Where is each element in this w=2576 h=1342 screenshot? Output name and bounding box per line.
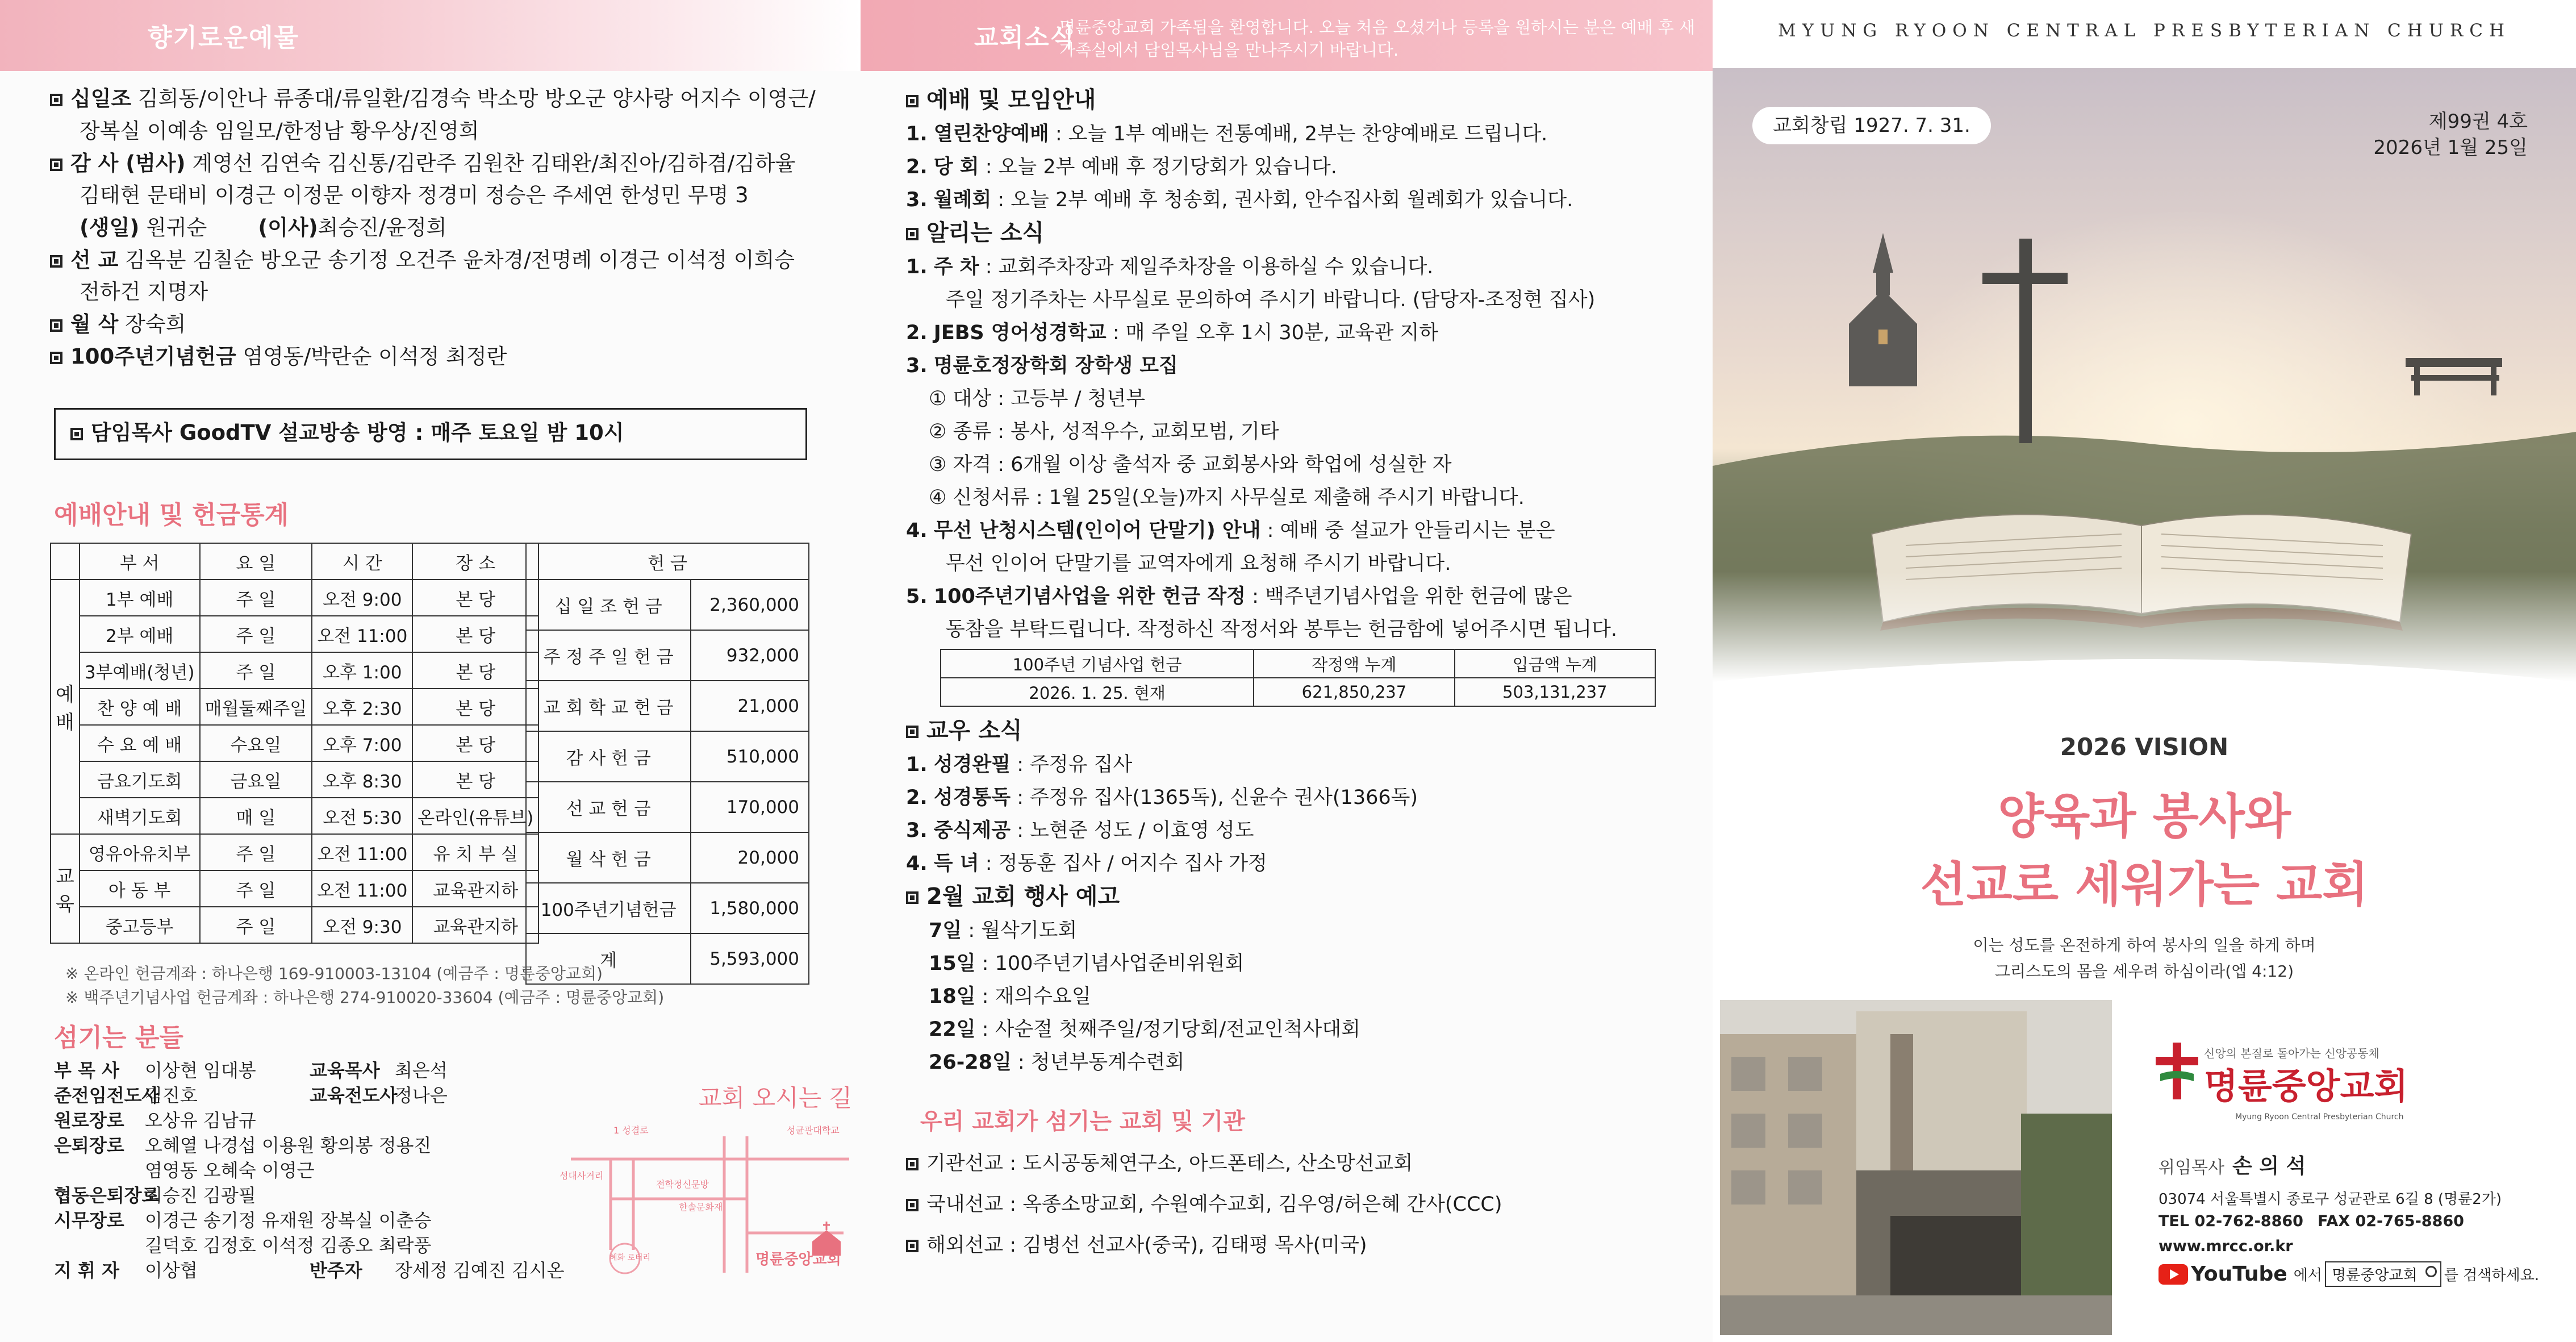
map-label-3: 성대사거리	[560, 1170, 604, 1181]
offering-amount: 5,593,000	[691, 933, 809, 984]
fax-text: FAX 02-765-8860	[2318, 1212, 2464, 1230]
news-item	[906, 252, 1433, 282]
offering-category: 선 교 헌 금	[526, 782, 691, 832]
news-item	[906, 816, 1254, 845]
staff-names: 염영동 오혜숙 이영근	[145, 1160, 315, 1181]
worship-cell: 오후 7:00	[312, 725, 412, 761]
event-text: : 100주년기념사업준비위원회	[982, 952, 1245, 975]
fund-data-row	[941, 678, 1655, 706]
news-item-text: : 매 주일 오후 1시 30분, 교육관 지하	[1112, 322, 1439, 344]
worship-cell: 수 요 예 배	[80, 725, 200, 761]
news-item-text: : 오늘 1부 예배는 전통예배, 2부는 찬양예배로 드립니다.	[1055, 123, 1548, 145]
worship-header-row	[51, 543, 538, 580]
event-text: : 청년부동계수련회	[1017, 1051, 1185, 1074]
offering-names: 김옥분 김칠순 방오군 송기정 오건주 윤차경/전명례 이경근 이석정 이희승	[125, 248, 795, 272]
news-band-title: 교회소식	[974, 23, 1076, 52]
staff-names: 김진호	[145, 1085, 198, 1106]
founded-badge: 교회창립 1927. 7. 31.	[1752, 107, 1991, 144]
offering-total-row	[526, 681, 809, 731]
news-item-number: 5.	[906, 585, 928, 608]
worship-cell: 주 일	[200, 834, 312, 870]
staff-row	[54, 1208, 431, 1233]
bullet-square-icon	[906, 95, 918, 107]
worship-cell: 1부 예배	[80, 580, 200, 616]
event-day: 7일	[929, 919, 962, 942]
staff-role: 원로장로	[54, 1110, 124, 1131]
offering-row	[50, 342, 507, 372]
staff-role: 은퇴장로	[54, 1135, 124, 1156]
worship-row	[51, 834, 538, 870]
staff-names-2: 최은석	[395, 1060, 448, 1081]
news-item-number: 1.	[906, 256, 928, 278]
vision-line-2: 선교로 세워가는 교회	[1920, 857, 2369, 912]
event-text: : 월삭기도회	[968, 919, 1078, 942]
fund-data-cell: 621,850,237	[1254, 678, 1454, 706]
issue-date: 2026년 1월 25일	[2373, 136, 2528, 159]
verse-line-2: 그리스도의 몸을 세우려 하심이라(엡 4:12)	[1994, 962, 2294, 981]
map-label-church: 명륜중앙교회	[755, 1251, 841, 1268]
worship-cell: 본 당	[412, 761, 538, 798]
left-panel	[0, 0, 861, 1342]
church-cross-icon	[823, 1222, 830, 1230]
offering-header-band	[0, 0, 861, 71]
worship-cell: 오전 9:30	[312, 907, 412, 943]
staff-role: 시무장로	[54, 1210, 124, 1231]
event-day: 15일	[929, 952, 976, 975]
event-day: 18일	[929, 985, 976, 1008]
offering-names: 장숙희	[125, 312, 186, 336]
news-item-text: ① 대상 : 고등부 / 청년부	[929, 387, 1146, 410]
offering-names: 김희동/이안나 류종대/류일환/김경숙 박소망 방오군 양사랑 어지수 이영근/	[138, 86, 816, 111]
website-link[interactable]: www.mrcc.or.kr	[2159, 1237, 2293, 1255]
directions-map	[560, 1119, 855, 1284]
staff-role: 지 휘 자	[54, 1260, 120, 1281]
news-item	[906, 849, 1267, 878]
news-item-text: : 교회주차장과 제일주차장을 이용하실 수 있습니다.	[985, 256, 1434, 278]
offering-total-row	[526, 832, 809, 883]
offering-category: 주 정 주 일 헌 금	[526, 630, 691, 681]
staff-row	[54, 1183, 256, 1208]
worship-cell: 오전 11:00	[312, 870, 412, 907]
offering-row	[50, 245, 795, 275]
news-item-number: 3.	[906, 189, 928, 211]
mission-item: 기관선교 : 도시공동체연구소, 아드폰테스, 산소망선교회	[906, 1149, 1413, 1178]
news-item	[906, 750, 1132, 780]
news-item-label: 무선 난청시스템(인이어 단말기) 안내	[933, 519, 1261, 542]
verse-line-1: 이는 성도를 온전하게 하여 봉사의 일을 하게 하며	[1973, 936, 2316, 955]
tel-text: TEL 02-762-8860	[2159, 1212, 2303, 1230]
staff-names-2: 장세정 김예진 김시온	[395, 1260, 565, 1281]
goodtv-box	[54, 408, 807, 460]
youtube-post: 를 검색하세요.	[2444, 1267, 2540, 1284]
worship-cell: 오전 5:30	[312, 798, 412, 834]
fund-data-cell: 2026. 1. 25. 현재	[941, 678, 1254, 706]
offering-amount: 510,000	[691, 731, 809, 782]
offering-category: 월 삭 헌 금	[526, 832, 691, 883]
news-item-number: 4.	[906, 519, 928, 542]
staff-row	[54, 1233, 431, 1258]
news-item-label: 열린찬양예배	[933, 123, 1049, 145]
offering-amount: 2,360,000	[691, 580, 809, 630]
youtube-label: YouTube	[2191, 1262, 2287, 1286]
bullet-square-icon	[906, 1240, 918, 1252]
goodtv-text: 담임목사 GoodTV 설교방송 방영 : 매주 토요일 밤 10시	[91, 420, 624, 445]
offering-row	[80, 213, 447, 243]
mission-item: 해외선교 : 김병선 선교사(중국), 김태평 목사(미국)	[906, 1231, 1367, 1260]
offering-label-2: (이사)	[258, 215, 318, 240]
offering-band-title: 향기로운예물	[148, 23, 300, 52]
fund-table	[940, 649, 1656, 707]
vision-line-1: 양육과 봉사와	[1997, 789, 2291, 844]
offering-names: 장복실 이예송 임일모/한정남 황우상/진영희	[80, 119, 479, 143]
offering-names-2: 최승진/윤정희	[318, 215, 447, 240]
map-label-5: 한솔문화재	[679, 1202, 723, 1212]
worship-cell: 새벽기도회	[80, 798, 200, 834]
worship-row	[51, 580, 538, 616]
fund-header-cell: 작정액 누계	[1254, 649, 1454, 678]
youtube-search-box[interactable]	[2325, 1261, 2441, 1287]
offering-amount: 1,580,000	[691, 883, 809, 933]
bullet-square-icon	[50, 94, 62, 106]
map-label-6: 혜화 로터리	[609, 1253, 651, 1262]
worship-cell: 중고등부	[80, 907, 200, 943]
worship-cell: 주 일	[200, 870, 312, 907]
mission-title: 우리 교회가 섬기는 교회 및 기관	[920, 1108, 1245, 1135]
news-item-text: : 주정유 집사(1365독), 신윤수 권사(1366독)	[1017, 786, 1418, 809]
bullet-square-icon	[906, 1199, 918, 1211]
church-english-name: MYUNG RYOON CENTRAL PRESBYTERIAN CHURCH	[1777, 20, 2511, 41]
worship-row	[51, 798, 538, 834]
worship-row	[51, 907, 538, 943]
map-label-4: 전학정신문방	[656, 1179, 709, 1190]
news-item-label: JEBS 영어성경학교	[933, 322, 1107, 344]
logo-name: 명륜중앙교회	[2204, 1065, 2408, 1107]
staff-names: 길덕호 김정호 이석정 김종오 최락풍	[145, 1235, 432, 1256]
education-group-label: 교 육	[51, 834, 80, 943]
staff-row	[54, 1083, 448, 1108]
staff-row	[54, 1258, 565, 1283]
offering-amount: 170,000	[691, 782, 809, 832]
offering-category: 감 사 헌 금	[526, 731, 691, 782]
news-item	[946, 549, 1451, 578]
mission-item: 국내선교 : 옥종소망교회, 수원예수교회, 김우영/허은혜 간사(CCC)	[906, 1190, 1502, 1219]
event-text: : 재의수요일	[982, 985, 1091, 1008]
offering-category: 십 일 조 헌 금	[526, 580, 691, 630]
worship-cell: 본 당	[412, 580, 538, 616]
youtube-search-term: 명륜중앙교회	[2332, 1267, 2418, 1284]
staff-role-2: 교육목사	[310, 1060, 380, 1081]
worship-row	[51, 761, 538, 798]
bullet-square-icon	[70, 428, 83, 440]
worship-cell: 주 일	[200, 907, 312, 943]
staff-names: 이상현 임대봉	[145, 1060, 256, 1081]
event-item	[929, 982, 1091, 1011]
staff-role-2: 교육전도사	[310, 1085, 398, 1106]
offering-category: 100주년기념헌금	[526, 883, 691, 933]
map-title: 교회 오시는 길	[699, 1084, 853, 1112]
news-item-number: 3.	[906, 819, 928, 842]
staff-role: 부 목 사	[54, 1060, 120, 1081]
news-item	[906, 516, 1555, 545]
staff-row	[54, 1158, 315, 1183]
worship-column-header: 장 소	[412, 543, 538, 580]
offering-names: 원귀순	[146, 215, 207, 240]
worship-cell: 오후 1:00	[312, 652, 412, 689]
worship-cell: 수요일	[200, 725, 312, 761]
fund-header-cell: 100주년 기념사업 헌금	[941, 649, 1254, 678]
worship-column-header: 부 서	[80, 543, 200, 580]
news-item-text: : 오늘 2부 예배 후 청송회, 권사회, 안수집사회 월례회가 있습니다.	[997, 189, 1573, 211]
staff-role: 협동은퇴장로	[54, 1185, 160, 1206]
worship-cell: 금요일	[200, 761, 312, 798]
offering-label: 선 교	[70, 248, 119, 272]
worship-cell: 유 치 부 실	[412, 834, 538, 870]
event-text: : 사순절 첫째주일/정기당회/전교인척사대회	[982, 1018, 1360, 1041]
news-item	[906, 119, 1547, 149]
offering-label: 100주년기념헌금	[70, 344, 236, 369]
news-item-text: : 예배 중 설교가 안들리시는 분은	[1267, 519, 1555, 542]
news-item	[946, 615, 1617, 644]
news-item-label: 성경통독	[933, 786, 1011, 809]
news-item	[929, 450, 1452, 480]
offering-label: 월 삭	[70, 312, 119, 336]
search-icon	[2425, 1266, 2437, 1277]
worship-cell: 찬 양 예 배	[80, 689, 200, 725]
offering-names: 계영선 김연숙 김신통/김란주 김원찬 김태완/최진아/김하겸/김하율	[192, 151, 796, 176]
worship-table	[50, 543, 539, 944]
pastor-label: 위임목사	[2159, 1158, 2224, 1178]
offering-amount: 20,000	[691, 832, 809, 883]
offering-row	[50, 84, 816, 114]
offering-category: 교 회 학 교 헌 금	[526, 681, 691, 731]
youtube-row	[2159, 1261, 2539, 1290]
news-item-label: 중식제공	[933, 819, 1011, 842]
staff-names: 이경근 송기정 유재원 장복실 이춘승	[145, 1210, 432, 1231]
offering-label: 감 사 (범사)	[70, 151, 186, 176]
church-building-photo	[1720, 1000, 2112, 1335]
offering-names: 염영동/박란순 이석정 최정란	[243, 344, 507, 369]
worship-cell: 오전 11:00	[312, 834, 412, 870]
news-item-label: 당 회	[933, 156, 979, 178]
offering-header-row	[526, 543, 809, 580]
news-section-title: 예배 및 모임안내	[906, 85, 1096, 115]
bullet-square-icon	[50, 352, 62, 364]
offering-names: 김태현 문태비 이경근 이정문 이향자 정경미 정승은 주세연 한성민 무명 3	[80, 183, 749, 207]
offering-row	[80, 277, 208, 307]
news-item-label: 득 녀	[933, 852, 979, 875]
news-section-title: 교우 소식	[906, 716, 1022, 745]
bullet-square-icon	[50, 159, 62, 171]
staff-row	[54, 1133, 431, 1158]
offering-label: 십일조	[70, 86, 132, 111]
news-item-label: 월례회	[933, 189, 992, 211]
worship-cell: 3부예배(청년)	[80, 652, 200, 689]
account-note-2: ※ 백주년기념사업 헌금계좌 : 하나은행 274-910020-33604 (예금주 : 명륜중앙교회)	[65, 988, 665, 1007]
news-item-number: 1.	[906, 123, 928, 145]
event-item	[929, 949, 1244, 978]
fund-header-cell: 입금액 누계	[1455, 649, 1655, 678]
bullet-square-icon	[906, 726, 918, 738]
news-item-label: 성경완필	[933, 753, 1011, 776]
offering-total-row	[526, 630, 809, 681]
worship-cell: 본 당	[412, 725, 538, 761]
staff-names: 오상유 김남규	[145, 1110, 256, 1131]
staff-names: 오혜열 나경섭 이용원 황의봉 정용진	[145, 1135, 432, 1156]
worship-cell: 오전 9:00	[312, 580, 412, 616]
church-logo-icon	[2156, 1043, 2198, 1099]
bullet-square-icon	[906, 891, 918, 904]
worship-cell: 금요기도회	[80, 761, 200, 798]
worship-title: 예배안내 및 헌금통계	[54, 501, 289, 530]
news-item-text: ③ 자격 : 6개월 이상 출석자 중 교회봉사와 학업에 성실한 자	[929, 453, 1452, 476]
news-item	[906, 351, 1178, 381]
staff-names: 최승진 김광필	[145, 1185, 256, 1206]
worship-cell: 본 당	[412, 652, 538, 689]
offering-column-header: 헌 금	[526, 543, 809, 580]
offering-row	[80, 116, 479, 146]
worship-cell: 주 일	[200, 652, 312, 689]
bullet-square-icon	[50, 255, 62, 268]
news-item-text: ④ 신청서류 : 1월 25일(오늘)까지 사무실로 제출해 주시기 바랍니다.	[929, 486, 1525, 509]
news-item	[929, 384, 1145, 414]
event-day: 26-28일	[929, 1051, 1012, 1074]
offering-row	[80, 181, 749, 210]
news-item-text: ② 종류 : 봉사, 성적우수, 교회모범, 기타	[929, 420, 1279, 443]
staff-names: 이상협	[145, 1260, 198, 1281]
worship-cell: 본 당	[412, 616, 538, 652]
staff-row	[54, 1058, 448, 1083]
news-item	[929, 483, 1525, 512]
offering-category: 계	[526, 933, 691, 984]
worship-cell: 오후 2:30	[312, 689, 412, 725]
staff-role: 준전임전도사	[54, 1085, 160, 1106]
vision-label: 2026 VISION	[2060, 733, 2229, 761]
cover-illustration	[1713, 68, 2576, 682]
offering-row	[50, 310, 186, 339]
news-item-label: 주 차	[933, 256, 979, 278]
map-label-1: 1 성결로	[613, 1125, 649, 1136]
news-item	[929, 417, 1279, 447]
offering-names: 전하건 지명자	[80, 280, 208, 304]
staff-role-2: 반주자	[310, 1260, 362, 1281]
fund-header-row	[941, 649, 1655, 678]
news-item-number: 4.	[906, 852, 928, 875]
news-item	[906, 152, 1337, 182]
news-item-text: : 노현준 성도 / 이효영 성도	[1017, 819, 1254, 842]
staff-row	[54, 1108, 256, 1133]
bullet-square-icon	[50, 319, 62, 332]
offering-amount: 21,000	[691, 681, 809, 731]
pastor-name: 손 의 석	[2232, 1155, 2306, 1178]
news-item-number: 2.	[906, 156, 928, 178]
worship-group-header	[51, 543, 80, 580]
worship-cell: 매 일	[200, 798, 312, 834]
worship-column-header: 시 간	[312, 543, 412, 580]
event-item	[929, 916, 1077, 945]
offering-total-row	[526, 580, 809, 630]
map-label-2: 성균관대학교	[787, 1125, 840, 1136]
event-day: 22일	[929, 1018, 976, 1041]
news-item-text: : 정동훈 집사 / 어지수 집사 가정	[985, 852, 1267, 875]
news-section-title: 2월 교회 행사 예고	[906, 882, 1120, 911]
news-item-text: 주일 정기주차는 사무실로 문의하여 주시기 바랍니다. (담당자-조정현 집사)	[946, 289, 1596, 311]
news-item	[946, 285, 1595, 315]
cover-image	[1713, 68, 2576, 682]
worship-row	[51, 689, 538, 725]
worship-cell: 교육관지하	[412, 870, 538, 907]
news-item	[906, 582, 1572, 611]
event-item	[929, 1048, 1184, 1077]
offering-label: (생일)	[80, 215, 140, 240]
worship-row	[51, 652, 538, 689]
news-item-number: 1.	[906, 753, 928, 776]
offering-total-row	[526, 731, 809, 782]
bullet-square-icon	[906, 228, 918, 240]
news-item-text: 무선 인이어 단말기를 교역자에게 요청해 주시기 바랍니다.	[946, 552, 1451, 575]
worship-cell: 주 일	[200, 616, 312, 652]
fund-data-cell: 503,131,237	[1455, 678, 1655, 706]
youtube-pre: 에서	[2293, 1267, 2322, 1284]
worship-cell: 본 당	[412, 689, 538, 725]
worship-cell: 아 동 부	[80, 870, 200, 907]
staff-names-2: 정나은	[395, 1085, 448, 1106]
worship-row	[51, 725, 538, 761]
staff-title: 섬기는 분들	[54, 1023, 183, 1052]
news-item-text: : 주정유 집사	[1017, 753, 1133, 776]
offering-total-row	[526, 883, 809, 933]
worship-cell: 2부 예배	[80, 616, 200, 652]
offering-row	[50, 149, 795, 178]
logo-tagline: 신앙의 본질로 돌아가는 신앙공동체	[2204, 1047, 2379, 1060]
worship-cell: 오전 11:00	[312, 616, 412, 652]
news-item-label: 100주년기념사업을 위한 헌금 작정	[933, 585, 1246, 608]
account-note-1: ※ 온라인 헌금계좌 : 하나은행 169-910003-13104 (예금주 : 명륜중앙교회)	[65, 964, 603, 983]
worship-cell: 매월둘째주일	[200, 689, 312, 725]
worship-row	[51, 616, 538, 652]
offering-amount: 932,000	[691, 630, 809, 681]
news-item-number: 2.	[906, 786, 928, 809]
news-item	[906, 783, 1418, 812]
worship-cell: 영유아유치부	[80, 834, 200, 870]
offering-total-row	[526, 782, 809, 832]
worship-cell: 주 일	[200, 580, 312, 616]
address-text: 03074 서울특별시 종로구 성균관로 6길 8 (명륜2가)	[2159, 1191, 2502, 1208]
news-item	[906, 185, 1573, 215]
offering-table	[525, 543, 809, 985]
worship-cell: 교육관지하	[412, 907, 538, 943]
event-item	[929, 1015, 1360, 1044]
news-item-text: : 백주년기념사업을 위한 헌금에 많은	[1252, 585, 1572, 608]
news-section-title: 알리는 소식	[906, 218, 1044, 248]
news-item-text: 동참을 부탁드립니다. 작정하신 작정서와 봉투는 헌금함에 넣어주시면 됩니다.	[946, 618, 1618, 641]
worship-column-header: 요 일	[200, 543, 312, 580]
news-band-note: 명륜중앙교회 가족됨을 환영합니다. 오늘 처음 오셨거나 등록을 원하시는 분은 예배 후 새가족실에서 담임목사님을 만나주시기 바랍니다.	[1059, 18, 1696, 60]
news-item	[906, 318, 1438, 348]
youtube-play-icon[interactable]	[2159, 1264, 2188, 1285]
news-item-text: : 오늘 2부 예배 후 정기당회가 있습니다.	[985, 156, 1337, 178]
worship-cell: 오후 8:30	[312, 761, 412, 798]
bullet-square-icon	[906, 1158, 918, 1170]
worship-cell: 온라인(유튜브)	[412, 798, 538, 834]
logo-english: Myung Ryoon Central Presbyterian Church	[2235, 1112, 2404, 1122]
news-item-label: 명륜호정장학회 장학생 모집	[933, 355, 1178, 377]
worship-row	[51, 870, 538, 907]
news-item-number: 3.	[906, 355, 928, 377]
volume-number: 제99권 4호	[2428, 110, 2528, 133]
news-item-number: 2.	[906, 322, 928, 344]
worship-group-label: 예 배	[51, 580, 80, 834]
